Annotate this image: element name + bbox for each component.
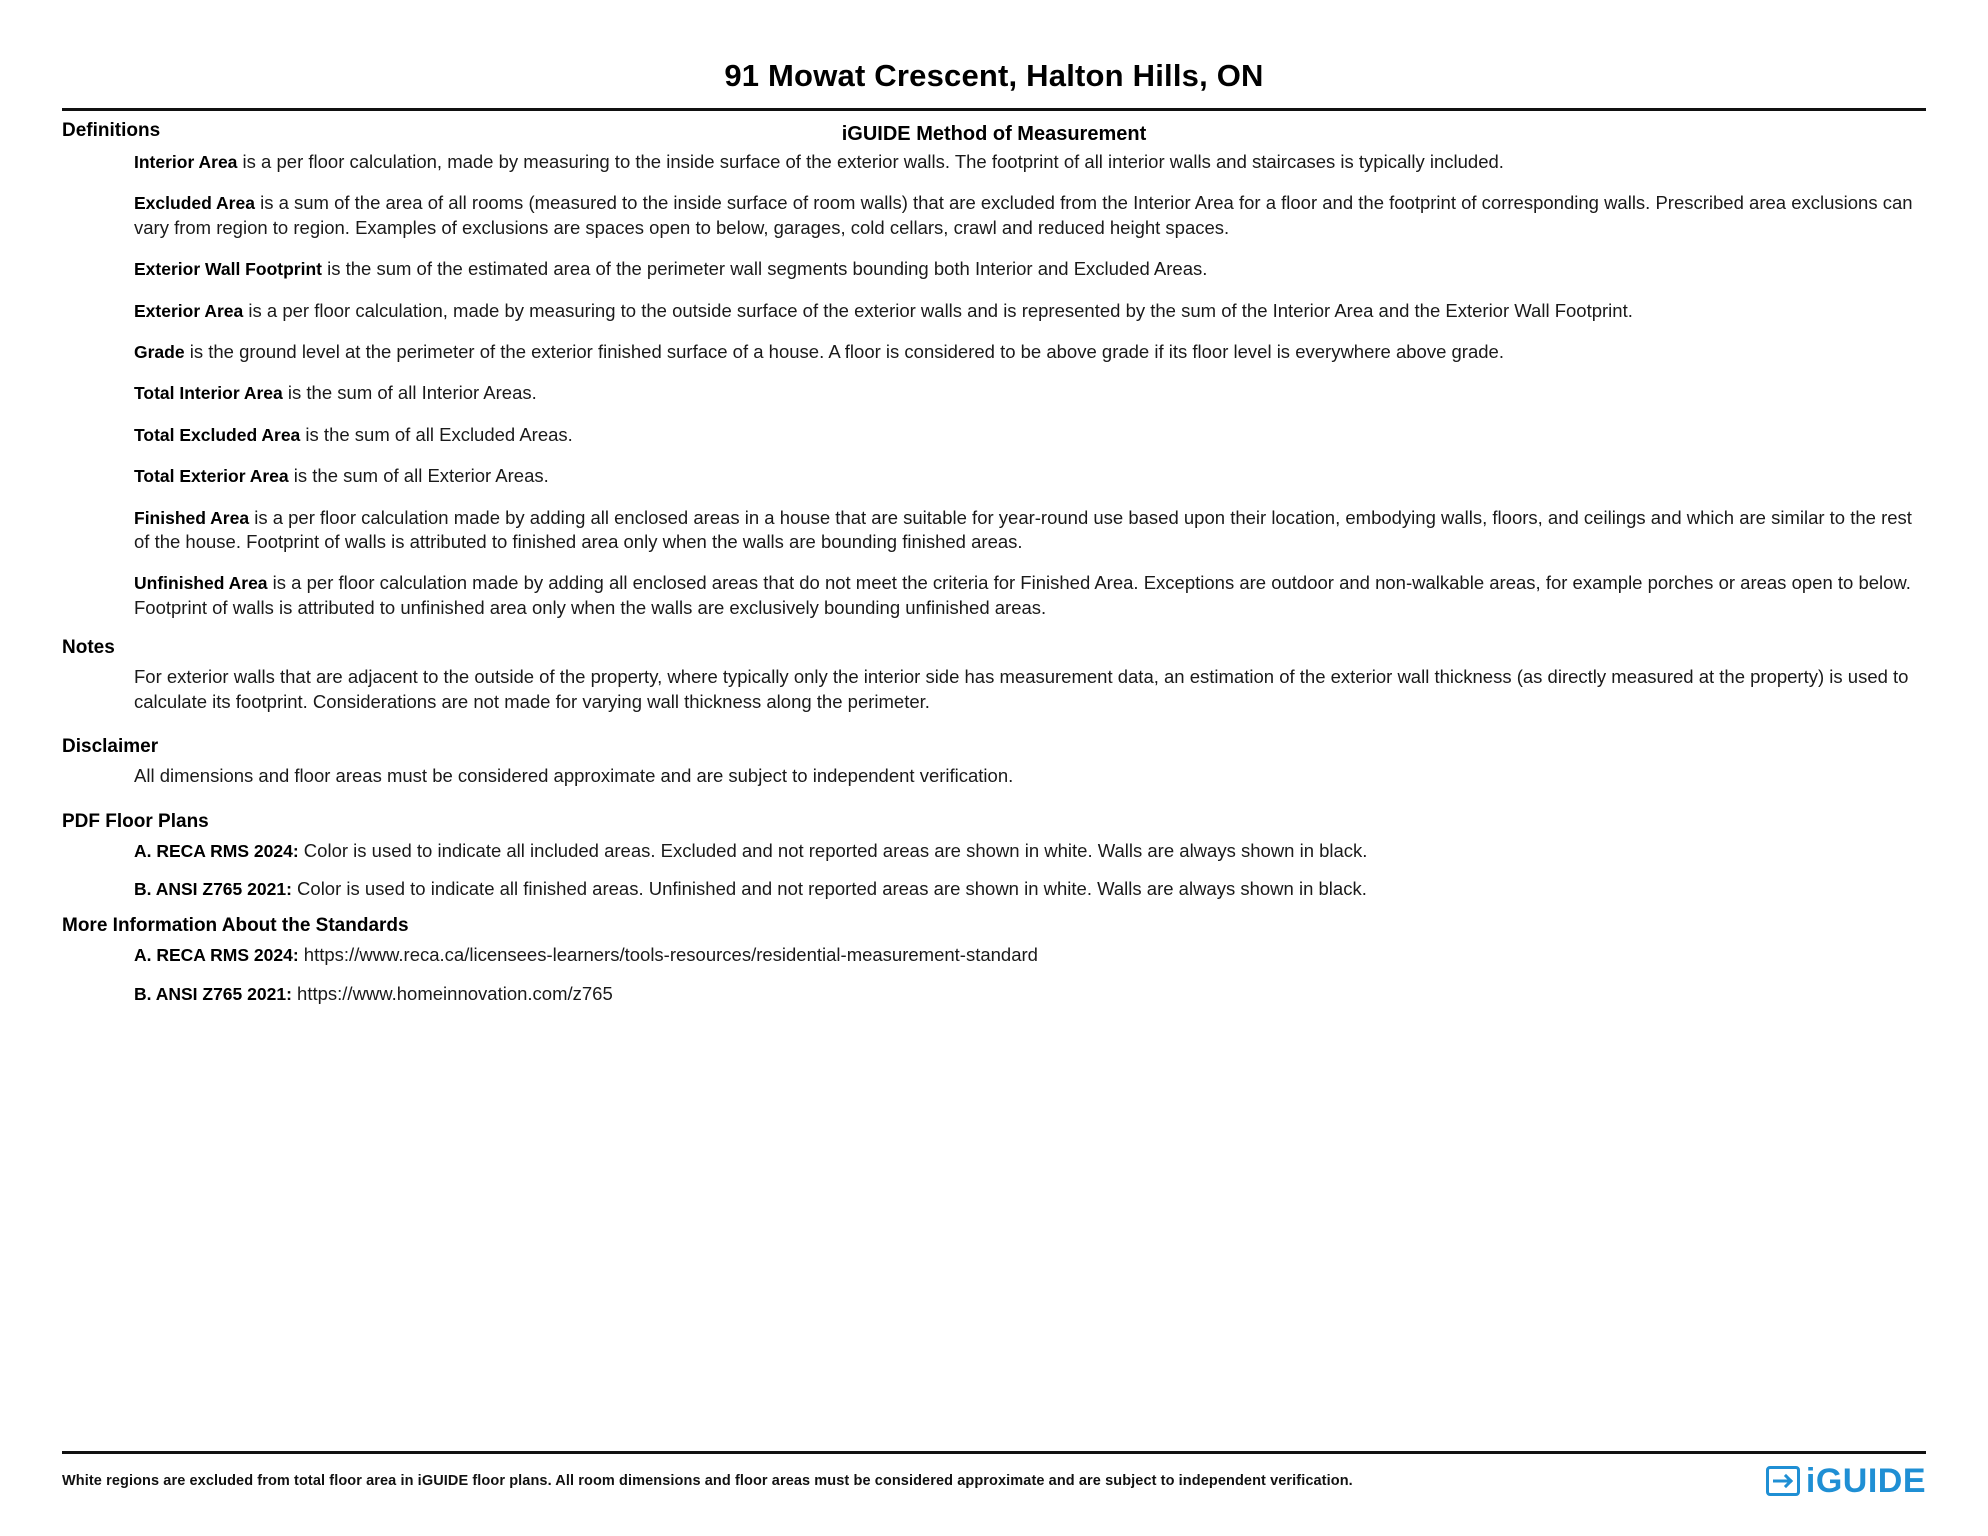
standard-item [134,943,1926,967]
standard-link[interactable]: https://www.reca.ca/licensees-learners/tools-resources/residential-measurement-standard [298,944,1038,966]
definition-term: Total Exterior Area [134,466,289,487]
definition-text: is the sum of all Interior Areas. [282,382,537,404]
definitions-list [62,150,1926,620]
pdf-plan-item [134,839,1926,863]
definition-text: is the sum of all Exterior Areas. [288,465,549,487]
definition-item [134,464,1916,488]
definition-item [134,571,1916,620]
iguide-logo [1766,1464,1926,1498]
definition-term: Finished Area [134,507,250,528]
definition-item [134,191,1916,240]
standard-label: A. RECA RMS 2024: [134,945,299,966]
definition-text: is a per floor calculation made by adding all enclosed areas that do not meet the criteria for Finished Area. Exceptions are outdoor and non-walkable areas, for example porches or areas open to below. Footprint of walls is attributed to unfinished area only when the walls are exclusively bounding unfinished areas. [134,572,1911,618]
definition-term: Grade [134,342,185,363]
footer-disclaimer-text: White regions are excluded from total floor area in iGUIDE floor plans. All room dimensions and floor areas must be considered approximate and are subject to independent verification. [62,1473,1353,1489]
definition-text: is the sum of all Excluded Areas. [300,423,573,445]
section-heading-disclaimer: Disclaimer [62,736,159,758]
definition-text: is the ground level at the perimeter of the exterior finished surface of a house. A floor is considered to be above grade if its floor level is everywhere above grade. [184,341,1504,363]
definition-item [134,150,1916,174]
page-footer [62,1451,1926,1498]
standard-label: B. ANSI Z765 2021: [134,983,292,1004]
iguide-wordmark: iGUIDE [1805,1462,1926,1500]
standard-link[interactable]: https://www.homeinnovation.com/z765 [291,982,613,1004]
definition-text: is a per floor calculation made by adding all enclosed areas in a house that are suitable for year-round use based upon their location, embodying walls, floors, and ceilings and which are similar to the rest of the house. Footprint of walls is attributed to finished area only when the walls are bounding finished areas. [134,506,1912,553]
definition-term: Unfinished Area [134,573,268,594]
definition-item [134,340,1916,364]
definition-item [134,423,1916,447]
document-subtitle: iGUIDE Method of Measurement [841,123,1147,145]
definition-item [134,506,1916,555]
pdf-plan-item [134,877,1926,901]
definition-term: Exterior Area [134,300,244,321]
definition-term: Exterior Wall Footprint [134,259,322,280]
definition-item [134,257,1916,281]
definition-item [134,299,1916,323]
disclaimer-text: All dimensions and floor areas must be considered approximate and are subject to independent verification. [134,765,1014,787]
section-heading-standards: More Information About the Standards [62,915,409,937]
definition-term: Interior Area [134,152,238,172]
definition-text: is a per floor calculation, made by measuring to the outside surface of the exterior walls and is represented by the sum of the Interior Area and the Exterior Wall Footprint. [243,299,1633,321]
notes-text: For exterior walls that are adjacent to the outside of the property, where typically only the interior side has measurement data, an estimation of the exterior wall thickness (as directly measured at the property) is used to calculate its footprint. Considerations are not made for varying wall thickness along the perimeter. [134,666,1909,712]
pdf-plan-label: B. ANSI Z765 2021: [134,878,292,899]
definition-text: is a per floor calculation, made by measuring to the inside surface of the exterior walls. The footprint of all interior walls and staircases is typically included. [237,151,1504,172]
definition-text: is a sum of the area of all rooms (measured to the inside surface of room walls) that are excluded from the Interior Area for a floor and the footprint of corresponding walls. Prescribed area exclusions can vary from region to region. Examples of exclusions are spaces open to below, garages, cold cellars, crawl and reduced height spaces. [134,192,1913,238]
definition-term: Excluded Area [134,193,255,214]
pdf-plan-label: A. RECA RMS 2024: [134,840,299,861]
section-heading-pdf-floor-plans: PDF Floor Plans [62,810,209,832]
footer-divider [62,1451,1926,1454]
page-title: 91 Mowat Crescent, Halton Hills, ON [724,58,1264,93]
standard-item [134,982,1926,1006]
definition-term: Total Excluded Area [134,424,301,445]
definition-text: is the sum of the estimated area of the perimeter wall segments bounding both Interior and Excluded Areas. [321,258,1208,280]
section-heading-definitions: Definitions [62,120,161,141]
definition-item [134,381,1916,405]
header-divider [62,108,1926,111]
iguide-mark-icon [1766,1466,1800,1496]
pdf-plan-text: Color is used to indicate all included areas. Excluded and not reported areas are shown in white. Walls are always shown in black. [298,839,1368,861]
definition-term: Total Interior Area [134,383,283,404]
section-heading-notes: Notes [62,637,115,659]
pdf-plan-text: Color is used to indicate all finished areas. Unfinished and not reported areas are shown in white. Walls are always shown in black. [291,877,1367,899]
